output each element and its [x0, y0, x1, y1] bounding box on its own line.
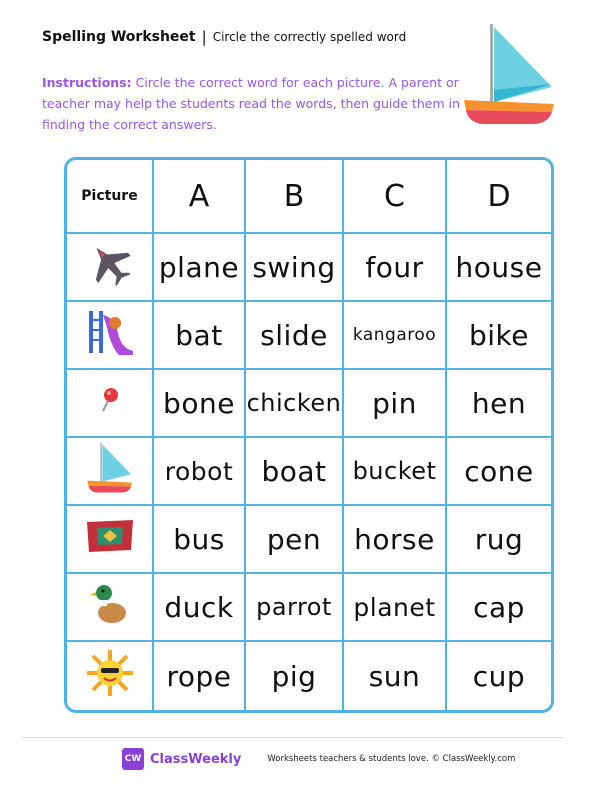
word-option[interactable]: pen: [246, 506, 344, 574]
word-option[interactable]: cap: [447, 574, 551, 642]
word-option[interactable]: planet: [344, 574, 447, 642]
table-row: [67, 506, 551, 574]
word-option[interactable]: boat: [246, 438, 344, 506]
picture-cell: [67, 302, 154, 370]
word-option[interactable]: four: [344, 234, 447, 302]
word-option[interactable]: bike: [447, 302, 551, 370]
instructions: [42, 72, 462, 135]
spelling-table: [64, 157, 554, 713]
instructions-label: Instructions:: [42, 75, 132, 90]
worksheet-subtitle: Circle the correctly spelled word: [212, 30, 407, 44]
header-b: B: [246, 160, 344, 234]
word-option[interactable]: sun: [344, 642, 447, 710]
word-option[interactable]: bus: [154, 506, 246, 574]
word-option[interactable]: rug: [447, 506, 551, 574]
word-option[interactable]: swing: [246, 234, 344, 302]
jet-icon: [87, 241, 133, 287]
classweekly-logo: CW: [122, 748, 144, 770]
header-c: C: [344, 160, 447, 234]
footer: [122, 748, 515, 770]
picture-cell: [67, 370, 154, 438]
table-row: [67, 302, 551, 370]
pin-icon: [95, 385, 125, 415]
word-option[interactable]: parrot: [246, 574, 344, 642]
instructions-text: Circle the correct word for each picture. A parent or teacher may help the students read the words, then guide them in finding the correct answers.: [42, 75, 460, 132]
rug-icon: [83, 516, 137, 556]
word-option[interactable]: bone: [154, 370, 246, 438]
table-row: [67, 642, 551, 710]
word-option[interactable]: pig: [246, 642, 344, 710]
footer-tagline: Worksheets teachers & students love. © ClassWeekly.com: [267, 754, 516, 764]
duck-icon: [90, 581, 130, 627]
footer-divider: [22, 737, 564, 738]
word-option[interactable]: cup: [472, 659, 526, 693]
table-row: [67, 370, 551, 438]
table-row: [67, 574, 551, 642]
word-option[interactable]: kangaroo: [344, 302, 447, 370]
word-option[interactable]: bat: [154, 302, 246, 370]
worksheet-title: Spelling Worksheet: [42, 29, 196, 45]
word-option[interactable]: chicken: [246, 370, 344, 438]
word-option[interactable]: house: [447, 234, 551, 302]
word-option[interactable]: pin: [344, 370, 447, 438]
word-option[interactable]: plane: [154, 234, 246, 302]
header-a: A: [154, 160, 246, 234]
picture-cell: [67, 234, 154, 302]
picture-cell: [67, 438, 154, 506]
sun-icon: [85, 648, 135, 698]
title-separator: |: [201, 28, 207, 46]
sailboat-illustration-icon: [462, 22, 557, 127]
brand-name: ClassWeekly: [150, 751, 242, 767]
slide-icon: [85, 307, 135, 357]
picture-cell: [67, 642, 154, 710]
boat-icon: [84, 442, 136, 494]
word-option[interactable]: hen: [447, 370, 551, 438]
word-option[interactable]: slide: [246, 302, 344, 370]
word-option[interactable]: robot: [154, 438, 246, 506]
table-row: [67, 438, 551, 506]
word-option[interactable]: bucket: [344, 438, 447, 506]
word-option[interactable]: cone: [447, 438, 551, 506]
word-option[interactable]: horse: [344, 506, 447, 574]
picture-cell: [67, 506, 154, 574]
picture-cell: [67, 574, 154, 642]
worksheet-header: [42, 28, 406, 46]
table-row: [67, 234, 551, 302]
header-d: D: [447, 160, 551, 234]
header-picture: Picture: [67, 160, 154, 234]
word-option[interactable]: rope: [154, 642, 246, 710]
word-option[interactable]: duck: [154, 574, 246, 642]
